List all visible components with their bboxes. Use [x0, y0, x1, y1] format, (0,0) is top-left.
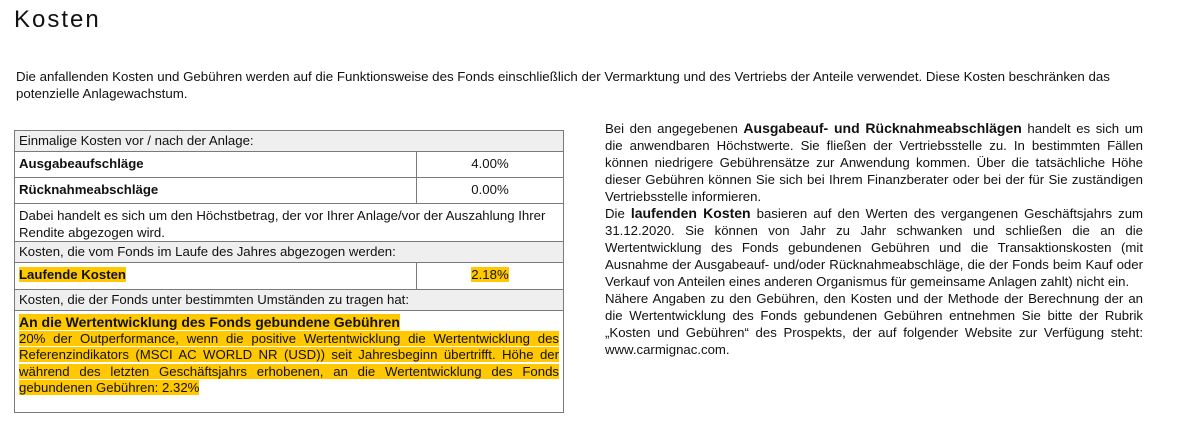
ongoing-paragraph-body: basieren auf den Werten des vergangenen Geschäftsjahrs zum 31.12.2020. Sie können von Jahr zu Jahr schwanken und schließen die an die Wertentwicklung des Fonds gebundenen Gebühren und die Transaktionskosten (mit Ausnahme der Ausgabeauf- und/oder Rücknahmeabschläge, die der Fonds beim Kauf oder Verkauf von Anteilen eines anderen Organismus für gemeinsame Anlagen zahlt) nicht ein. — [605, 206, 1144, 289]
exit-charge-row — [15, 178, 563, 204]
charges-paragraph — [605, 120, 1143, 205]
entry-charge-row — [15, 152, 563, 178]
performance-fee-block — [15, 311, 563, 412]
ongoing-charges-label-cell — [15, 263, 417, 289]
entry-charge-label: Ausgabeaufschläge — [15, 152, 417, 177]
charges-paragraph-bold: Ausgabeauf- und Rücknahmeabschlägen — [743, 120, 1022, 136]
exit-charge-value: 0.00% — [471, 182, 509, 197]
intro-text: Die anfallenden Kosten und Gebühren werden auf die Funktionsweise des Fonds einschließlich der Vermarktung und des Vertriebs der Anteile verwendet. Diese Kosten beschränken das potenzielle Anlagewachstum. — [16, 69, 1110, 101]
ongoing-paragraph-lead: Die — [605, 206, 631, 221]
entry-charge-value: 4.00% — [471, 156, 509, 171]
ongoing-charges-label: Laufende Kosten — [19, 267, 126, 282]
ongoing-charges-row — [15, 263, 563, 290]
ongoing-paragraph-bold: laufenden Kosten — [630, 205, 751, 221]
charges-paragraph-lead: Bei den angegebenen — [605, 121, 744, 136]
performance-fee-title: An die Wertentwicklung des Fonds gebundene Gebühren — [19, 314, 400, 330]
one-off-costs-header: Einmalige Kosten vor / nach der Anlage: — [15, 131, 563, 152]
costs-table — [14, 130, 564, 413]
section-title: Kosten — [14, 6, 101, 33]
explanation-text — [605, 120, 1143, 358]
exit-charge-label: Rücknahmeabschläge — [15, 178, 417, 203]
ongoing-paragraph — [605, 205, 1143, 290]
ongoing-charges-value: 2.18% — [471, 267, 509, 282]
details-paragraph: Nähere Angaben zu den Gebühren, den Kosten und der Methode der Berechnung der an die Wertentwicklung des Fonds gebundenen Gebühren entnehmen Sie bitte der Rubrik „Kosten und Gebühren“ des Prospekts, der auf folgender Website zur Verfügung steht: www.carmignac.com. — [605, 291, 1143, 357]
maximum-note: Dabei handelt es sich um den Höchstbetrag, der vor Ihrer Anlage/vor der Auszahlung Ihrer Rendite abgezogen wird. — [15, 204, 563, 242]
specific-costs-header: Kosten, die der Fonds unter bestimmten Umständen zu tragen hat: — [15, 290, 563, 311]
charges-paragraph-body: handelt es sich um die anwendbaren Höchstwerte. Sie fließen der Vertriebsstelle zu. In bestimmten Fällen können niedrigere Gebührensätze zur Anwendung kommen. Über die tatsächliche Höhe dieser Gebühren können Sie sich bei Ihrem Finanzberater oder bei der für Sie zuständigen Vertriebsstelle informieren. — [605, 121, 1144, 204]
yearly-costs-header: Kosten, die vom Fonds im Laufe des Jahres abgezogen werden: — [15, 242, 563, 263]
ongoing-charges-value-cell — [417, 263, 563, 289]
performance-fee-text: 20% der Outperformance, wenn die positive Wertentwicklung die Wertentwicklung des Referenzindikators (MSCI AC WORLD NR (USD)) seit Jahresbeginn übertrifft. Höhe der während des letzten Geschäftsjahrs erhobenen, an die Wertentwicklung des Fonds gebundenen Gebühren: 2.32% — [19, 330, 559, 395]
